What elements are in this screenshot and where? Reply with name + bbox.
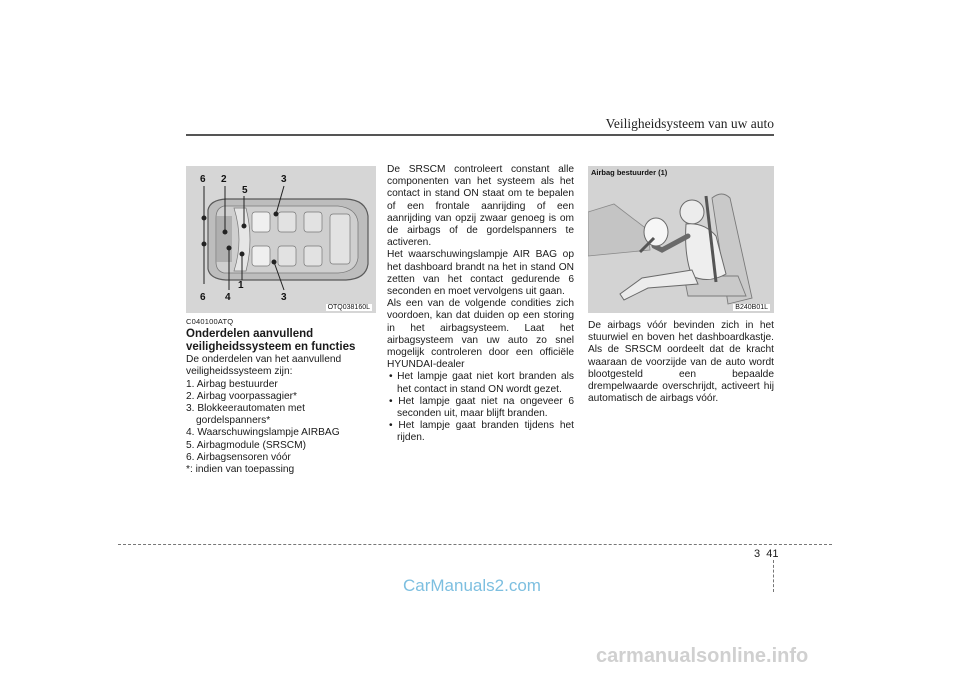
- page-number: 3 41: [754, 548, 779, 560]
- watermark-top[interactable]: CarManuals2.com: [403, 576, 541, 595]
- list-item: *: indien van toepassing: [186, 464, 295, 476]
- paragraph: De SRSCM controleert constant alle componenten van het systeem als het contact in stand ON staat om te bepalen of een frontale aanrijding of een aanrijding van opzij zwaar genoeg is om de airbags of de gordelspanners te activeren.: [387, 164, 574, 249]
- page-header-title: Veiligheidsysteem van uw auto: [605, 116, 774, 131]
- header-rule: [186, 134, 774, 136]
- figure-label: 4: [225, 292, 231, 303]
- bullet-item: • Het lampje gaat niet na ongeveer 6 seconden uit, maar blijft branden.: [389, 395, 574, 420]
- figure-label: 3: [281, 292, 287, 303]
- airbag-layout-figure: [186, 166, 376, 313]
- column-front-airbags: [588, 320, 774, 405]
- list-item: 3. Blokkeerautomaten met gordelspanners*: [186, 403, 305, 427]
- list-item: 5. Airbagmodule (SRSCM): [186, 439, 307, 451]
- footer-rule: [118, 544, 832, 545]
- paragraph: De airbags vóór bevinden zich in het stuurwiel en boven het dashboardkastje. Als de SRSCM oordeelt dat de kracht waaraan de voorzijde van de auto wordt blootgesteld een bepaalde drempelwaarde overschrijdt, activeert hij automatisch de airbags vóór.: [588, 320, 774, 405]
- watermark-bottom: carmanualsonline.info: [596, 645, 809, 667]
- column-srscm: [387, 164, 574, 445]
- driver-airbag-figure: [588, 166, 774, 313]
- figure-label: 3: [281, 174, 287, 185]
- section-code: C040100ATQ: [186, 317, 234, 326]
- figure-code: OTQ038160L: [327, 304, 370, 311]
- column-components: [186, 316, 376, 476]
- paragraph: Het waarschuwingslampje AIR BAG op het dashboard brandt na het in stand ON zetten van het contact gedurende 6 seconden en moet vervolgens uit gaan.: [387, 249, 574, 298]
- bullet-item: • Het lampje gaat niet kort branden als het contact in stand ON wordt gezet.: [389, 371, 574, 395]
- figure-label: 5: [242, 185, 248, 196]
- car-topview-illustration: [186, 166, 376, 313]
- figure-label: 6: [200, 292, 206, 303]
- bullet-item: • Het lampje gaat branden tijdens het rijden.: [389, 420, 574, 444]
- list-item: 1. Airbag bestuurder: [186, 378, 278, 390]
- paragraph: Als een van de volgende condities zich voordoen, kan dat duiden op een storing in het airbagsysteem. Laat het airbagsysteem van uw auto zo snel mogelijk controleren door een officiële HYUNDAI-dealer: [387, 298, 574, 371]
- intro-text: De onderdelen van het aanvullend veiligheidssysteem zijn:: [186, 354, 342, 378]
- figure-label: 1: [238, 280, 244, 291]
- figure-caption: Airbag bestuurder (1): [591, 168, 668, 177]
- figure-label: 6: [200, 174, 206, 185]
- section-heading: Onderdelen aanvullend veiligheidssysteem en functies: [186, 328, 356, 354]
- driver-airbag-illustration: [588, 166, 774, 313]
- footer-vline: [773, 560, 774, 592]
- figure-code: B240B01L: [735, 304, 768, 311]
- list-item: 4. Waarschuwingslampje AIRBAG: [186, 427, 340, 439]
- list-item: 2. Airbag voorpassagier*: [186, 390, 297, 402]
- list-item: 6. Airbagsensoren vóór: [186, 451, 291, 463]
- figure-label: 2: [221, 174, 227, 185]
